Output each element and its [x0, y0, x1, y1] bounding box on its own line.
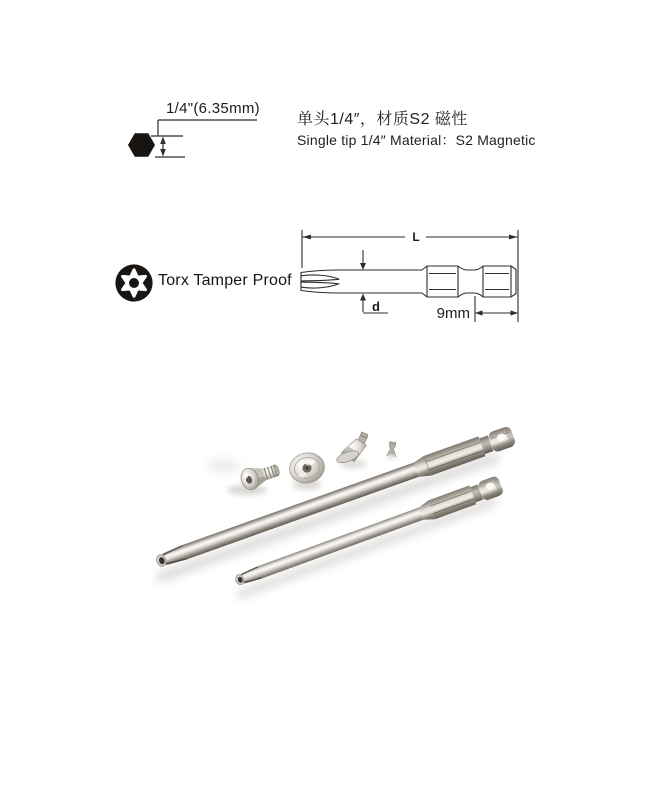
bit-dimension-drawing: [293, 222, 538, 327]
shank-dimension: [475, 296, 518, 322]
height-dimension-arrow: [160, 137, 166, 157]
length-dimension: [303, 235, 518, 240]
feature-label: Torx Tamper Proof: [158, 272, 292, 289]
hexagon-shape: [128, 133, 155, 156]
hex-size-label: 1/4"(6.35mm): [166, 100, 260, 117]
torx-tamper-proof-icon: [114, 263, 154, 303]
center-pin: [129, 278, 139, 288]
photo-shadows: [161, 455, 495, 594]
shank-length-label: 9mm: [436, 305, 470, 322]
bit-outline: [301, 266, 516, 297]
product-photo: [95, 390, 565, 635]
spec-line-cn: 单头1/4″，材质S2 磁性: [297, 111, 468, 128]
leader-line: [151, 120, 257, 157]
spec-line-en: Single tip 1/4″ Material：S2 Magnetic: [297, 132, 536, 148]
length-label: L: [412, 230, 420, 244]
screw-tiny: [387, 442, 397, 458]
diameter-label: d: [372, 299, 380, 314]
screw-head-facing: [287, 450, 327, 487]
